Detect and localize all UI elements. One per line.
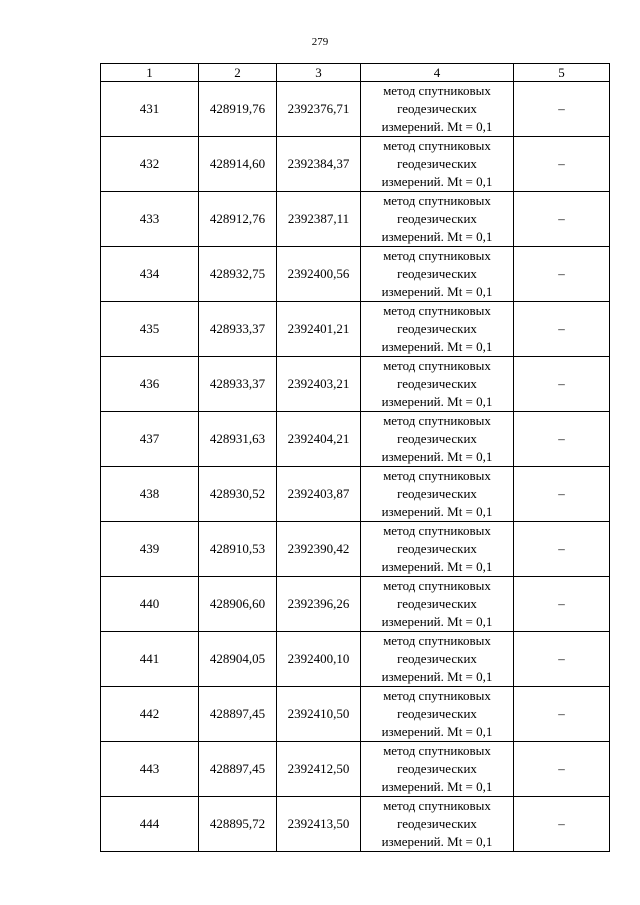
table-row xyxy=(101,192,610,247)
method-description-cell: метод спутниковых геодезических измерений. Mt = 0,1 xyxy=(361,412,514,467)
x-coordinate-cell: 428933,37 xyxy=(199,302,277,357)
point-number-cell: 441 xyxy=(101,632,199,687)
table-row xyxy=(101,742,610,797)
y-coordinate-cell: 2392396,26 xyxy=(277,577,361,632)
y-coordinate-cell: 2392401,21 xyxy=(277,302,361,357)
x-coordinate-cell: 428910,53 xyxy=(199,522,277,577)
point-number-cell: 431 xyxy=(101,82,199,137)
x-coordinate-cell: 428897,45 xyxy=(199,687,277,742)
table-row xyxy=(101,357,610,412)
note-cell: – xyxy=(514,137,610,192)
method-description-cell: метод спутниковых геодезических измерений. Mt = 0,1 xyxy=(361,742,514,797)
point-number-cell: 438 xyxy=(101,467,199,522)
table-row xyxy=(101,467,610,522)
x-coordinate-cell: 428931,63 xyxy=(199,412,277,467)
method-description-cell: метод спутниковых геодезических измерений. Mt = 0,1 xyxy=(361,82,514,137)
method-description-cell: метод спутниковых геодезических измерений. Mt = 0,1 xyxy=(361,797,514,852)
table-row xyxy=(101,632,610,687)
x-coordinate-cell: 428930,52 xyxy=(199,467,277,522)
table-row xyxy=(101,247,610,302)
y-coordinate-cell: 2392412,50 xyxy=(277,742,361,797)
table-header-row xyxy=(101,64,610,82)
note-cell: – xyxy=(514,82,610,137)
x-coordinate-cell: 428912,76 xyxy=(199,192,277,247)
column-header: 3 xyxy=(277,64,361,82)
method-description-cell: метод спутниковых геодезических измерений. Mt = 0,1 xyxy=(361,687,514,742)
table-row xyxy=(101,522,610,577)
method-description-cell: метод спутниковых геодезических измерений. Mt = 0,1 xyxy=(361,467,514,522)
table-row xyxy=(101,137,610,192)
y-coordinate-cell: 2392387,11 xyxy=(277,192,361,247)
table-row xyxy=(101,687,610,742)
note-cell: – xyxy=(514,632,610,687)
x-coordinate-cell: 428906,60 xyxy=(199,577,277,632)
point-number-cell: 440 xyxy=(101,577,199,632)
method-description-cell: метод спутниковых геодезических измерений. Mt = 0,1 xyxy=(361,522,514,577)
x-coordinate-cell: 428933,37 xyxy=(199,357,277,412)
y-coordinate-cell: 2392404,21 xyxy=(277,412,361,467)
y-coordinate-cell: 2392410,50 xyxy=(277,687,361,742)
note-cell: – xyxy=(514,522,610,577)
point-number-cell: 439 xyxy=(101,522,199,577)
point-number-cell: 432 xyxy=(101,137,199,192)
column-header: 2 xyxy=(199,64,277,82)
point-number-cell: 443 xyxy=(101,742,199,797)
method-description-cell: метод спутниковых геодезических измерений. Mt = 0,1 xyxy=(361,577,514,632)
point-number-cell: 442 xyxy=(101,687,199,742)
point-number-cell: 435 xyxy=(101,302,199,357)
y-coordinate-cell: 2392390,42 xyxy=(277,522,361,577)
column-header: 5 xyxy=(514,64,610,82)
note-cell: – xyxy=(514,687,610,742)
x-coordinate-cell: 428914,60 xyxy=(199,137,277,192)
y-coordinate-cell: 2392403,87 xyxy=(277,467,361,522)
method-description-cell: метод спутниковых геодезических измерений. Mt = 0,1 xyxy=(361,632,514,687)
table-row xyxy=(101,797,610,852)
y-coordinate-cell: 2392403,21 xyxy=(277,357,361,412)
method-description-cell: метод спутниковых геодезических измерений. Mt = 0,1 xyxy=(361,357,514,412)
note-cell: – xyxy=(514,742,610,797)
y-coordinate-cell: 2392413,50 xyxy=(277,797,361,852)
method-description-cell: метод спутниковых геодезических измерений. Mt = 0,1 xyxy=(361,247,514,302)
point-number-cell: 434 xyxy=(101,247,199,302)
y-coordinate-cell: 2392400,10 xyxy=(277,632,361,687)
table-row xyxy=(101,577,610,632)
point-number-cell: 437 xyxy=(101,412,199,467)
table-row xyxy=(101,302,610,357)
point-number-cell: 436 xyxy=(101,357,199,412)
method-description-cell: метод спутниковых геодезических измерений. Mt = 0,1 xyxy=(361,302,514,357)
table-row xyxy=(101,412,610,467)
coordinates-table xyxy=(100,63,610,852)
x-coordinate-cell: 428919,76 xyxy=(199,82,277,137)
note-cell: – xyxy=(514,577,610,632)
x-coordinate-cell: 428932,75 xyxy=(199,247,277,302)
y-coordinate-cell: 2392384,37 xyxy=(277,137,361,192)
note-cell: – xyxy=(514,192,610,247)
table-row xyxy=(101,82,610,137)
note-cell: – xyxy=(514,302,610,357)
column-header: 4 xyxy=(361,64,514,82)
x-coordinate-cell: 428897,45 xyxy=(199,742,277,797)
note-cell: – xyxy=(514,797,610,852)
y-coordinate-cell: 2392376,71 xyxy=(277,82,361,137)
note-cell: – xyxy=(514,247,610,302)
point-number-cell: 433 xyxy=(101,192,199,247)
note-cell: – xyxy=(514,412,610,467)
note-cell: – xyxy=(514,467,610,522)
page-number: 279 xyxy=(311,36,329,48)
x-coordinate-cell: 428904,05 xyxy=(199,632,277,687)
method-description-cell: метод спутниковых геодезических измерений. Mt = 0,1 xyxy=(361,137,514,192)
point-number-cell: 444 xyxy=(101,797,199,852)
y-coordinate-cell: 2392400,56 xyxy=(277,247,361,302)
column-header: 1 xyxy=(101,64,199,82)
note-cell: – xyxy=(514,357,610,412)
method-description-cell: метод спутниковых геодезических измерений. Mt = 0,1 xyxy=(361,192,514,247)
x-coordinate-cell: 428895,72 xyxy=(199,797,277,852)
